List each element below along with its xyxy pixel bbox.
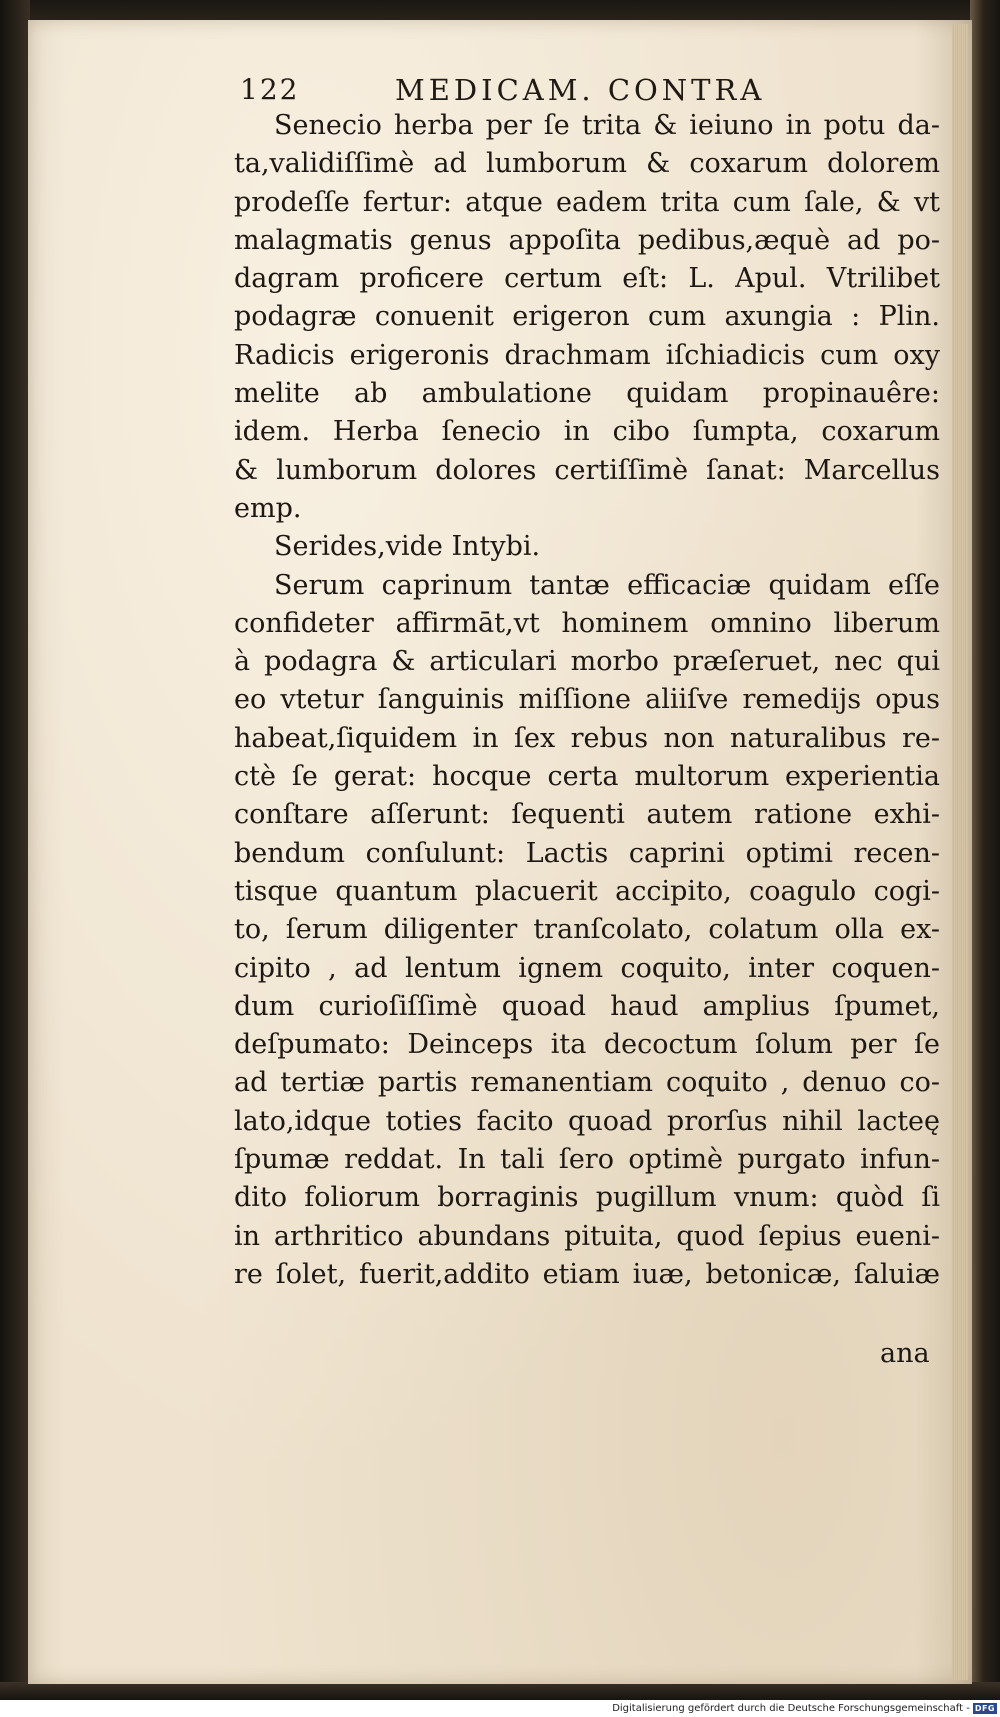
text-line: conſtare aſſerunt: ſequenti autem ratione exhi-: [234, 799, 940, 831]
text-line: ſpumæ reddat. In tali ſero optimè purgato infun-: [234, 1144, 940, 1176]
text-line: malagmatis genus appoſita pedibus,æquè ad po-: [234, 224, 940, 256]
text-line: podagræ conuenit erigeron cum axungia : Plin.: [234, 301, 940, 333]
text-line: ad tertiæ partis remanentiam coquito , denuo co-: [234, 1067, 940, 1099]
text-line: in arthritico abundans pituita, quod ſepius eueni-: [234, 1220, 940, 1252]
text-line: lato,idque toties facito quoad prorſus nihil lacteę: [234, 1105, 940, 1137]
text-line: deſpumato: Deinceps ita decoctum ſolum per ſe: [234, 1029, 940, 1061]
dfg-logo: DFG: [974, 1703, 995, 1713]
running-title: MEDICAM. CONTRA: [395, 73, 766, 107]
credit-text: Digitalisierung gefördert durch die Deutsche Forschungsgemeinschaft -: [612, 1703, 970, 1714]
text-line: & lumborum dolores certiſſimè ſanat: Marcellus: [234, 454, 940, 486]
text-line: dagram proficere certum eſt: L. Apul. Vtrilibet: [234, 263, 940, 295]
text-line: à podagra & articulari morbo præſeruet, nec qui: [234, 646, 940, 678]
text-line: eo vtetur ſanguinis miſſione aliiſve remedijs opus: [234, 684, 940, 716]
text-line: bendum conſulunt: Lactis caprini optimi recen-: [234, 837, 940, 869]
text-line: ctè ſe gerat: hocque certa multorum experientia: [234, 761, 940, 793]
text-line: ta,validiſſimè ad lumborum & coxarum dolorem: [234, 148, 940, 180]
body-text: [234, 107, 940, 1294]
text-line: tisque quantum placuerit accipito, coagulo cogi-: [234, 875, 940, 907]
text-line: idem. Herba ſenecio in cibo ſumpta, coxarum: [234, 416, 940, 448]
text-line: Radicis erigeronis drachmam iſchiadicis cum oxy: [234, 339, 940, 371]
text-line: dum curioſiſſimè quoad haud amplius ſpumet,: [234, 990, 940, 1022]
text-line: confideter affirmāt,vt hominem omnino liberum: [234, 607, 940, 639]
text-line: melite ab ambulatione quidam propinauêre:: [234, 378, 940, 410]
scan-edge-left: [0, 0, 30, 1700]
text-line: Senecio herba per ſe trita & ieiuno in potu da-: [274, 110, 940, 141]
scan-edge-right: [970, 0, 1000, 1700]
text-line: re ſolet, fuerit,addito etiam iuæ, betonicæ, ſaluiæ: [234, 1258, 940, 1290]
page-number: 122: [240, 73, 300, 106]
text-line: dito foliorum borraginis pugillum vnum: quòd ſi: [234, 1182, 940, 1214]
text-line: emp.: [234, 492, 302, 524]
page-stack-edge: [952, 24, 968, 1680]
digitization-credit: [600, 1700, 1000, 1717]
text-line: prodeſſe fertur: atque eadem trita cum ſale, & vt: [234, 186, 940, 218]
scan-edge-bottom: [0, 1682, 1000, 1700]
text-line: Serum caprinum tantæ efficaciæ quidam eſſe: [274, 569, 940, 601]
text-line: habeat,ſiquidem in ſex rebus non naturalibus re-: [234, 722, 940, 754]
text-line: Serides,vide Intybi.: [274, 531, 541, 563]
text-line: cipito , ad lentum ignem coquito, inter coquen-: [234, 952, 940, 984]
text-line: to, ſerum diligenter tranſcolato, colatum olla ex-: [234, 914, 940, 946]
catchword: ana: [880, 1338, 930, 1369]
